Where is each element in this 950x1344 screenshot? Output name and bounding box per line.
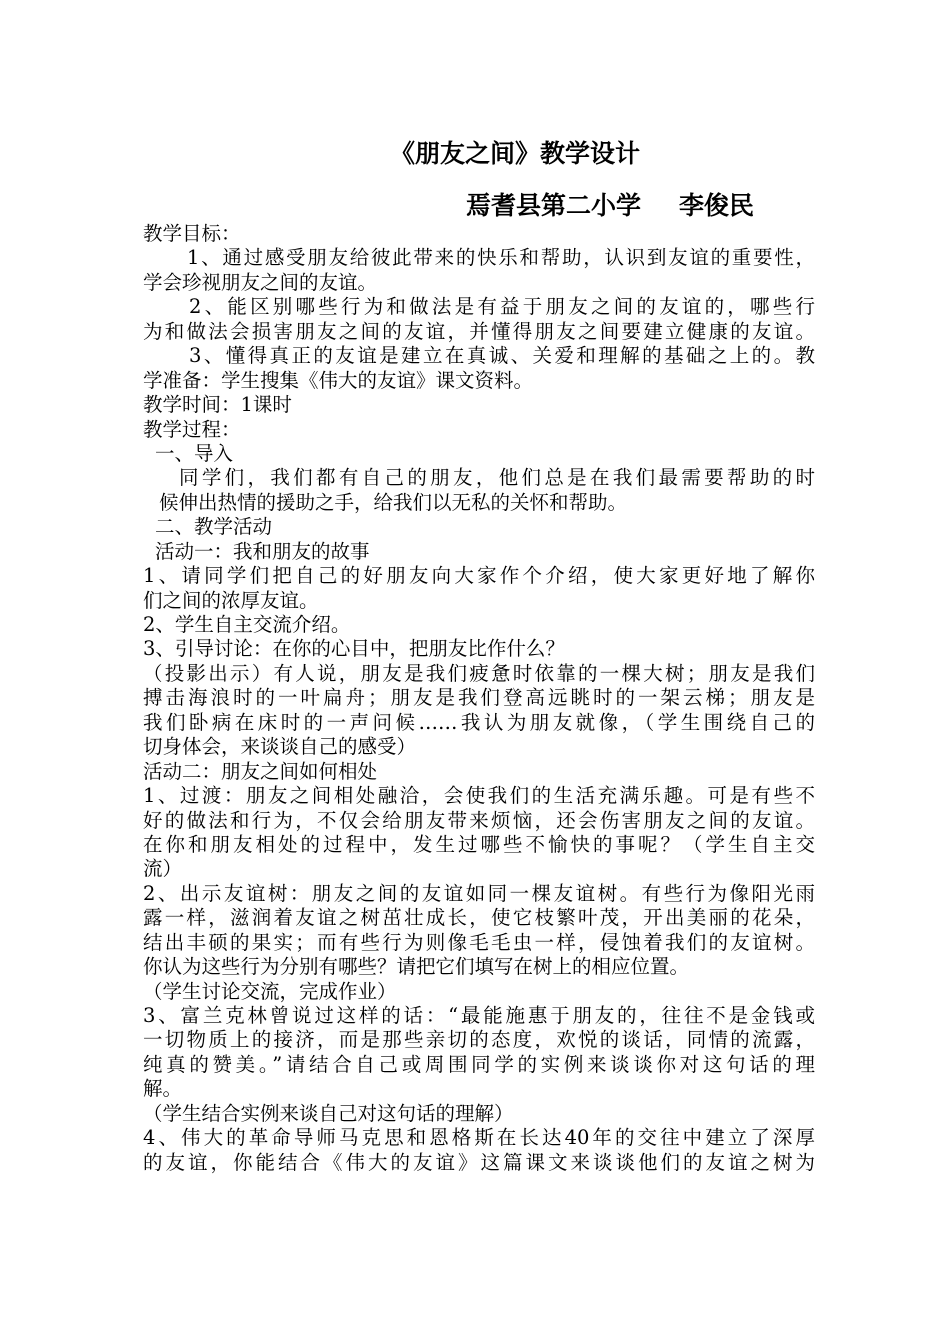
body-line: 纯真的赞美。”请结合自己或周围同学的实例来谈谈你对这句话的理 [143, 1052, 815, 1076]
body-line: （学生结合实例来谈自己对这句话的理解） [143, 1101, 514, 1125]
lesson-plan-body [143, 222, 815, 1175]
body-line: 2、能区别哪些行为和做法是有益于朋友之间的友谊的，哪些行 [189, 295, 815, 319]
body-line: 教学过程： [143, 417, 241, 441]
body-line: 我们卧病在床时的一声问候……我认为朋友就像，（学生围绕自己的 [143, 710, 815, 734]
body-line: 学会珍视朋友之间的友谊。 [143, 270, 378, 294]
body-line: 1、通过感受朋友给彼此带来的快乐和帮助，认识到友谊的重要性， [187, 246, 815, 270]
body-line: 在你和朋友相处的过程中，发生过哪些不愉快的事呢？（学生自主交 [143, 832, 815, 856]
body-line: 学准备：学生搜集《伟大的友谊》课文资料。 [143, 368, 534, 392]
body-line: 你认为这些行为分别有哪些？请把它们填写在树上的相应位置。 [143, 955, 690, 979]
body-line: 4、伟大的革命导师马克思和恩格斯在长达40年的交往中建立了深厚 [143, 1126, 815, 1150]
body-line: 切身体会，来谈谈自己的感受） [143, 735, 417, 759]
body-line: 活动二：朋友之间如何相处 [143, 759, 378, 783]
body-line: 教学目标： [143, 222, 241, 245]
body-line: 教学时间：1课时 [143, 393, 292, 417]
body-line: 们之间的浓厚友谊。 [143, 588, 319, 612]
body-line: 1、请同学们把自己的好朋友向大家作个介绍，使大家更好地了解你 [143, 564, 815, 588]
body-line: 候伸出热情的援助之手，给我们以无私的关怀和帮助。 [159, 490, 628, 514]
body-line: 3、懂得真正的友谊是建立在真诚、关爱和理解的基础之上的。教 [189, 344, 815, 368]
body-line: 同学们，我们都有自己的朋友，他们总是在我们最需要帮助的时 [179, 466, 815, 490]
body-line: 3、富兰克林曾说过这样的话：“最能施惠于朋友的，往往不是金钱或 [143, 1004, 815, 1027]
body-line: 结出丰硕的果实；而有些行为则像毛毛虫一样，侵蚀着我们的友谊树。 [143, 930, 815, 954]
body-line: 解。 [143, 1077, 183, 1101]
body-line: 的友谊，你能结合《伟大的友谊》这篇课文来谈谈他们的友谊之树为 [143, 1150, 815, 1174]
body-line: 好的做法和行为，不仅会给朋友带来烦恼，还会伤害朋友之间的友谊。 [143, 808, 815, 832]
body-line: 2、学生自主交流介绍。 [143, 613, 351, 636]
body-line: 搏击海浪时的一叶扁舟；朋友是我们登高远眺时的一架云梯；朋友是 [143, 686, 815, 710]
body-line: （投影出示）有人说，朋友是我们疲惫时依靠的一棵大树；朋友是我们 [143, 661, 815, 685]
body-line: 2、出示友谊树：朋友之间的友谊如同一棵友谊树。有些行为像阳光雨 [143, 881, 815, 905]
body-line: 二、教学活动 [155, 515, 273, 539]
document-title: 《朋友之间》教学设计 [389, 139, 640, 168]
body-line: 一、导入 [155, 441, 234, 465]
author-name: 李俊民 [679, 191, 755, 220]
body-line: 3、引导讨论：在你的心目中，把朋友比作什么？ [143, 637, 565, 661]
body-line: 活动一：我和朋友的故事 [155, 539, 370, 563]
body-line: 一切物质上的接济，而是那些亲切的态度，欢悦的谈话，同情的流露， [143, 1028, 815, 1052]
school-name: 焉耆县第二小学 [466, 191, 642, 220]
body-line: 流） [143, 857, 183, 881]
body-line: （学生讨论交流，完成作业） [143, 979, 397, 1003]
body-line: 1、过渡：朋友之间相处融洽，会使我们的生活充满乐趣。可是有些不 [143, 784, 815, 808]
author-line [466, 186, 754, 222]
body-line: 露一样，滋润着友谊之树茁壮成长，使它枝繁叶茂，开出美丽的花朵， [143, 906, 815, 930]
body-line: 为和做法会损害朋友之间的友谊，并懂得朋友之间要建立健康的友谊。 [143, 319, 815, 343]
